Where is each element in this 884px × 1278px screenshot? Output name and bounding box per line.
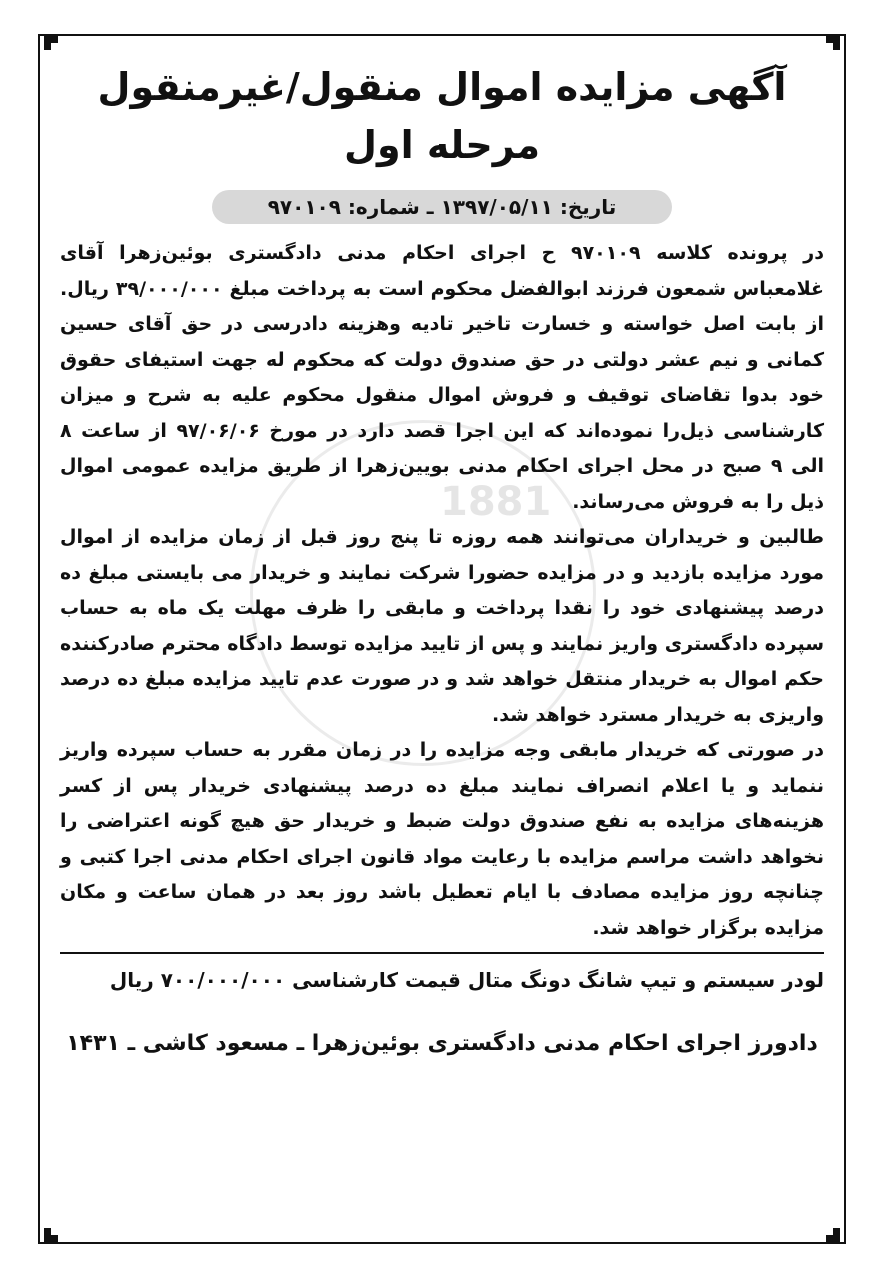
signature-line: دادورز اجرای احکام مدنی دادگستری بوئین‌زهرا ـ مسعود کاشی ـ ۱۴۳۱ [66, 1031, 818, 1056]
auction-item-line: لودر سیستم و تیپ شانگ دونگ متال قیمت کارشناسی ۷۰۰/۰۰۰/۰۰۰ ریال [109, 968, 824, 992]
corner-mark-bottom-right [826, 1228, 840, 1242]
paragraph-default-terms: در صورتی که خریدار مابقی وجه مزایده را در زمان مقرر به حساب سپرده واریز ننماید و یا اعلام انصراف نمایند مبلغ ده درصد پیشنهادی خریدار پس از کسر هزینه‌های مزایده به نفع صندوق دولت ضبط و خریدار حق هیچ گونه اعتراضی را نخواهد داشت مراسم مزایده با رعایت مواد قانون اجرای احکام مدنی اجرا کتبی و چنانچه روز مزایده مصادف با ایام تعطیل باشد روز بعد در همان ساعت و مکان مزایده برگزار خواهد شد. [60, 739, 824, 939]
corner-mark-bottom-left [44, 1228, 58, 1242]
border-top [38, 34, 846, 36]
paragraph-bidding-terms: طالبین و خریداران می‌توانند همه روزه تا پنج روز قبل از زمان مزایده از اموال مورد مزایده بازدید و در مزایده حضورا شرکت نمایند و خریدار می بایستی مبلغ ده درصد پیشنهادی خود را نقدا پرداخت و مابقی را ظرف مهلت یک ماه به حساب سپرده دادگستری واریز نمایند و پس از تایید مزایده توسط دادگاه محترم صادرکننده حکم اموال به خریدار منتقل خواهد شد و در صورت عدم تایید مزایده مبلغ ده درصد واریزی به خریدار مسترد خواهد شد. [60, 526, 824, 726]
border-bottom [38, 1242, 846, 1244]
watermark-number: 1881 [440, 479, 552, 525]
paragraph-case-details: در پرونده کلاسه ۹۷۰۱۰۹ ح اجرای احکام مدنی دادگستری بوئین‌زهرا آقای غلامعباس شمعون فرزند ابوالفضل محکوم است به پرداخت مبلغ ۳۹/۰۰۰/۰۰۰ ریال. از بابت اصل خواسته و خسارت تاخیر تادیه وهزینه دادرسی در حق آقای حسین کمانی و نیم عشر دولتی در حق صندوق دولت که محکوم له جهت استیفای حقوق خود بدوا تقاضای توقیف و فروش اموال منقول محکوم علیه به شرح و میزان کارشناسی ذیل‌را نموده‌اند که این اجرا قصد دارد در مورخ ۹۷/۰۶/۰۶ از ساعت ۸ الی ۹ صبح در محل اجرای احکام مدنی بویین‌زهرا از طریق مزایده عمومی اموال ذیل را به فروش می‌رساند. [60, 242, 825, 513]
notice-content [60, 50, 824, 1240]
border-right [844, 34, 846, 1244]
section-divider [60, 952, 824, 954]
notice-subtitle: مرحله اول [344, 123, 540, 167]
date-number-badge: تاریخ: ۱۳۹۷/۰۵/۱۱ ـ شماره: ۹۷۰۱۰۹ [212, 190, 672, 224]
notice-title: آگهی مزایده اموال منقول/غیرمنقول [97, 65, 787, 109]
corner-mark-top-right [826, 36, 840, 50]
border-left [38, 34, 40, 1244]
corner-mark-top-left [44, 36, 58, 50]
